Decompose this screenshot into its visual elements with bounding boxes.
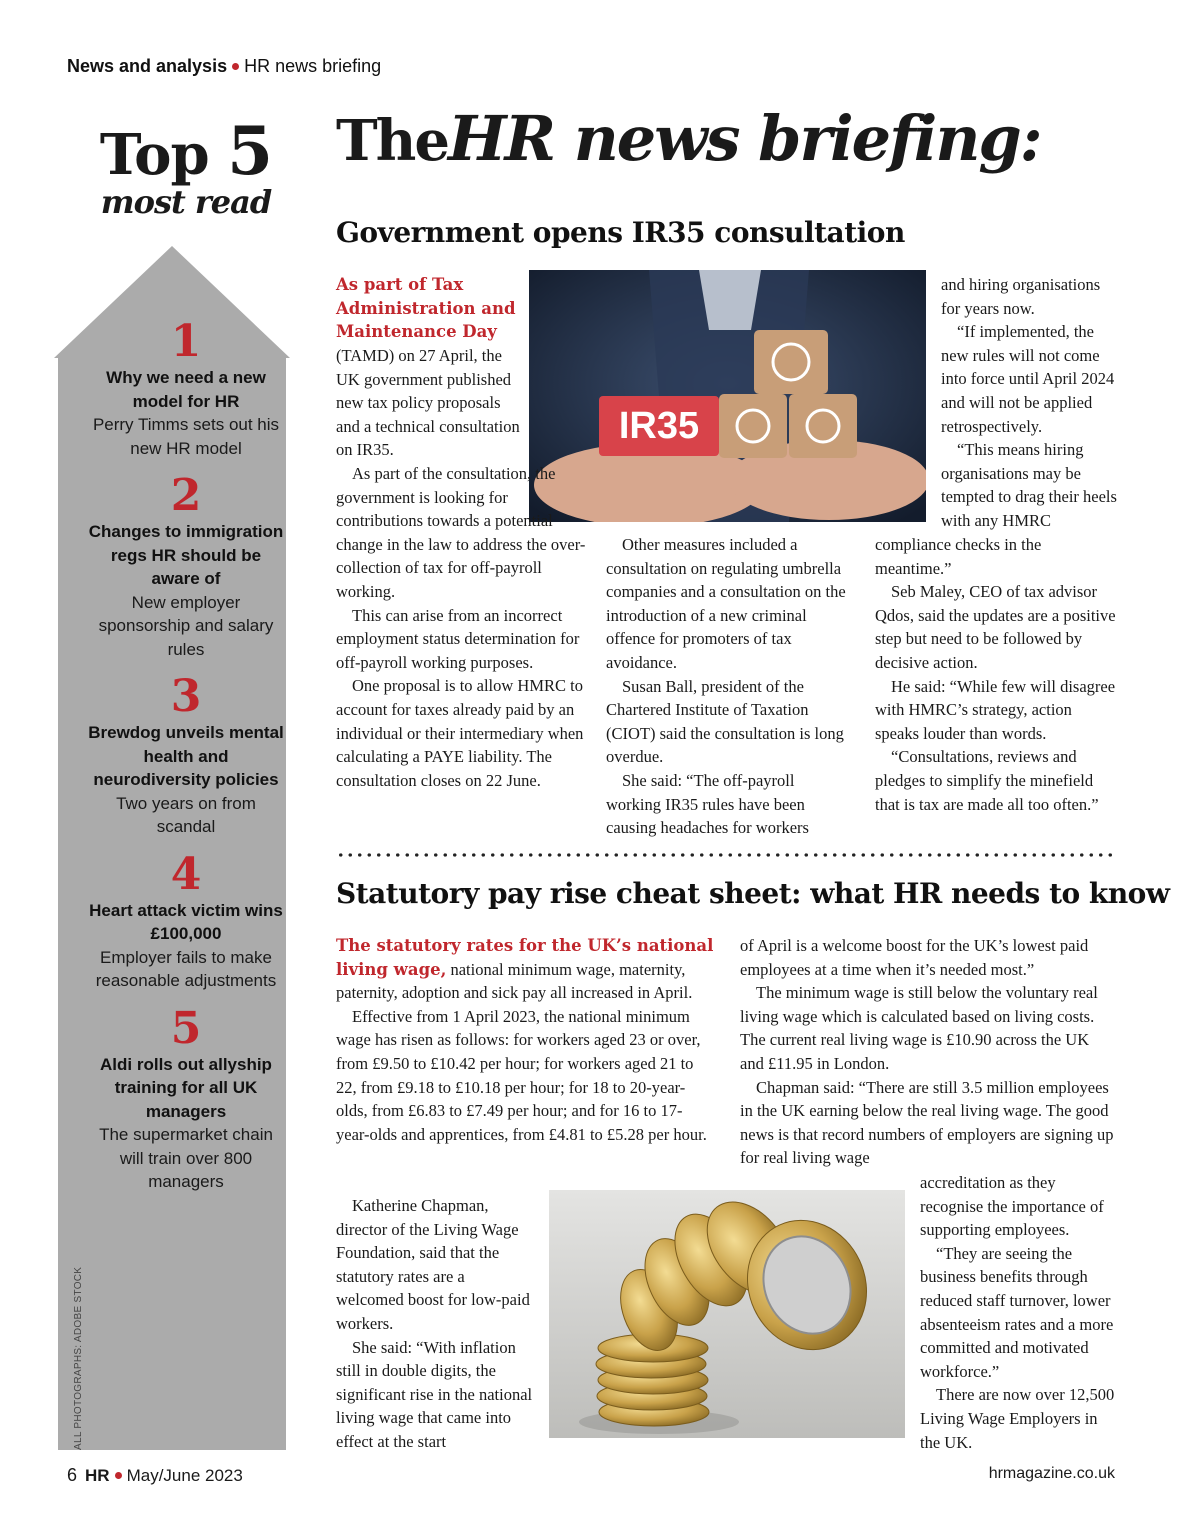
ir35-block-label: IR35 bbox=[618, 405, 700, 447]
article2-paragraph: accreditation as they recognise the importance of supporting employees. bbox=[920, 1173, 1104, 1240]
article1-paragraph: Other measures included a consultation on regulating umbrella companies and a consultation on the introduction of a new criminal offence for promoters of tax avoidance. bbox=[606, 535, 846, 672]
article2-headline[interactable]: Statutory pay rise cheat sheet: what HR needs to know bbox=[336, 877, 1170, 910]
section-label: News and analysis bbox=[67, 56, 228, 76]
article1-paragraph: Susan Ball, president of the Chartered Institute of Taxation (CIOT) said the consultation is long overdue. bbox=[606, 676, 844, 767]
article1-column-1 bbox=[336, 273, 526, 344]
top5-item-headline: Why we need a new model for HR bbox=[106, 368, 266, 411]
top5-item-4[interactable] bbox=[88, 848, 284, 993]
page-title bbox=[336, 102, 1041, 175]
article1-paragraph: Seb Maley, CEO of tax advisor Qdos, said the updates are a positive step but need to be followed by decisive action. bbox=[875, 582, 1116, 672]
article1-paragraph: “Consultations, reviews and pledges to simplify the minefield that is tax are made all too often.” bbox=[875, 747, 1099, 814]
top5-item-desc: Two years on from scandal bbox=[116, 793, 256, 836]
article1-paragraph: “If implemented, the new rules will not come into force until April 2024 and will not be applied retrospectively. bbox=[941, 322, 1115, 436]
article1-column-2 bbox=[606, 533, 846, 840]
article1-column-3 bbox=[875, 533, 1119, 816]
article2-paragraph: “They are seeing the business benefits through reduced staff turnover, lower absenteeism rates and a more committed and motivated workforce.” bbox=[920, 1243, 1114, 1381]
article2-paragraph: The minimum wage is still below the voluntary real living wage which is calculated based on living costs. The current real living wage is £10.90 across the UK and £11.95 in London. bbox=[740, 983, 1098, 1073]
top5-title-word: Top bbox=[99, 122, 209, 188]
ir35-photo bbox=[529, 270, 926, 522]
red-dot-icon bbox=[232, 63, 239, 70]
top5-item-number: 5 bbox=[170, 1002, 202, 1054]
article2-paragraph: Chapman said: “There are still 3.5 million employees in the UK earning below the real living wage. The good news is that record numbers of employers are signing up for real living wage bbox=[740, 1077, 1114, 1168]
red-dot-icon bbox=[115, 1472, 122, 1479]
page-title-rest: HR news briefing: bbox=[448, 102, 1041, 175]
top5-item-5[interactable] bbox=[88, 1002, 284, 1194]
article2-paragraph: Katherine Chapman, director of the Living Wage Foundation, said that the statutory rates are a welcomed boost for low-paid workers. bbox=[336, 1196, 530, 1333]
photo-credit: ALL PHOTOGRAPHS: ADOBE STOCK bbox=[73, 1266, 84, 1450]
article1-paragraph: He said: “While few will disagree with HMRC’s strategy, action speaks louder than words. bbox=[875, 676, 1116, 743]
article1-column-3-top bbox=[941, 273, 1119, 438]
page-title-the: The bbox=[336, 108, 449, 174]
top5-subtitle: most read bbox=[100, 183, 272, 221]
article1-lead: As part of Tax Administration and Maintenance Day bbox=[336, 275, 516, 342]
footer-url[interactable]: hrmagazine.co.uk bbox=[988, 1465, 1115, 1482]
article1-paragraph-b: compliance checks in the meantime.” bbox=[875, 535, 1042, 578]
top5-item-number: 4 bbox=[170, 848, 202, 900]
top5-item-desc: Perry Timms sets out his new HR model bbox=[92, 415, 280, 458]
article1-paragraph: One proposal is to allow HMRC to account for taxes already paid by an individual or their intermediary when calculating a PAYE liability. The consultation closes on 22 June. bbox=[336, 676, 584, 790]
article1-paragraph: (TAMD) on 27 April, the UK government published new tax policy proposals and a technical consultation on IR35. bbox=[336, 346, 520, 460]
top5-item-desc: New employer sponsorship and salary rules bbox=[98, 592, 274, 659]
footer-issue: May/June 2023 bbox=[126, 1466, 243, 1485]
top5-title bbox=[60, 112, 312, 221]
article2-column-3 bbox=[920, 1171, 1118, 1454]
top5-item-headline: Aldi rolls out allyship training for all UK managers bbox=[100, 1054, 272, 1121]
article1-column-1-top bbox=[336, 344, 526, 462]
article2-paragraph: national minimum wage, maternity, paternity, adoption and sick pay all increased in April. bbox=[336, 959, 693, 1003]
article2-column-1-lower bbox=[336, 1194, 536, 1454]
top5-list bbox=[88, 318, 284, 1206]
article2-column-2 bbox=[740, 934, 1116, 1170]
article1-column-3-mid bbox=[941, 438, 1119, 532]
section-divider bbox=[336, 851, 1116, 859]
footer-left bbox=[67, 1465, 243, 1486]
article1-headline[interactable]: Government opens IR35 consultation bbox=[336, 216, 905, 249]
coins-photo bbox=[549, 1190, 905, 1438]
footer-brand: HR bbox=[85, 1466, 110, 1485]
article2-lead: The statutory rates for the UK’s national living wage, bbox=[336, 936, 714, 979]
article1-paragraph: and hiring organisations for years now. bbox=[941, 275, 1101, 318]
top5-item-desc: Employer fails to make reasonable adjustments bbox=[95, 947, 277, 990]
article2-column-1 bbox=[336, 934, 714, 1146]
top5-item-number: 2 bbox=[170, 470, 202, 521]
subsection-label: HR news briefing bbox=[244, 56, 382, 76]
article2-paragraph: of April is a welcome boost for the UK’s lowest paid employees at a time when it’s needed most.” bbox=[740, 936, 1089, 979]
top5-item-headline: Brewdog unveils mental health and neurodiversity policies bbox=[88, 723, 284, 789]
top5-item-number: 1 bbox=[170, 316, 202, 367]
top5-item-headline: Changes to immigration regs HR should be aware of bbox=[88, 522, 284, 588]
article2-paragraph: She said: “With inflation still in double digits, the significant rise in the national living wage that came into effect at the start bbox=[336, 1337, 533, 1451]
top5-item-number: 3 bbox=[170, 671, 202, 722]
top5-item-3[interactable] bbox=[88, 673, 284, 839]
top5-title-number: 5 bbox=[227, 112, 273, 190]
page-number: 6 bbox=[67, 1465, 78, 1485]
top5-item-desc: The supermarket chain will train over 800 managers bbox=[99, 1125, 273, 1191]
article1-paragraph: This can arise from an incorrect employment status determination for off-payroll working purposes. bbox=[336, 605, 580, 672]
top5-item-2[interactable] bbox=[88, 472, 284, 661]
pound-coins-image bbox=[549, 1190, 905, 1438]
top5-item-headline: Heart attack victim wins £100,000 bbox=[89, 900, 283, 943]
article1-paragraph: She said: “The off-payroll working IR35 rules have been causing headaches for workers bbox=[606, 770, 809, 838]
article1-paragraph-a: “This means hiring organisations may be tempted to drag their heels with any HMRC bbox=[941, 440, 1117, 530]
ir35-blocks-image bbox=[529, 270, 926, 522]
article2-paragraph: Effective from 1 April 2023, the national minimum wage has risen as follows: for workers aged 23 or over, from £9.50 to £10.42 per hour; for workers aged 21 to 22, from £9.18 to £10.18 per hour; for 18 to 20-year-olds, from £6.83 to £7.49 per hour; and for 16 to 17-year-olds and apprentices, from £4.81 to £5.28 per hour. bbox=[336, 1006, 707, 1144]
article1-paragraph: As part of the consultation, the government is looking for contributions towards a potential change in the law to address the over-collection of tax for off-payroll working. bbox=[336, 464, 586, 601]
article1-column-1-body bbox=[336, 462, 586, 792]
article2-paragraph: There are now over 12,500 Living Wage Employers in the UK. bbox=[920, 1385, 1115, 1452]
top5-item-1[interactable] bbox=[88, 318, 284, 460]
section-header bbox=[67, 56, 381, 77]
